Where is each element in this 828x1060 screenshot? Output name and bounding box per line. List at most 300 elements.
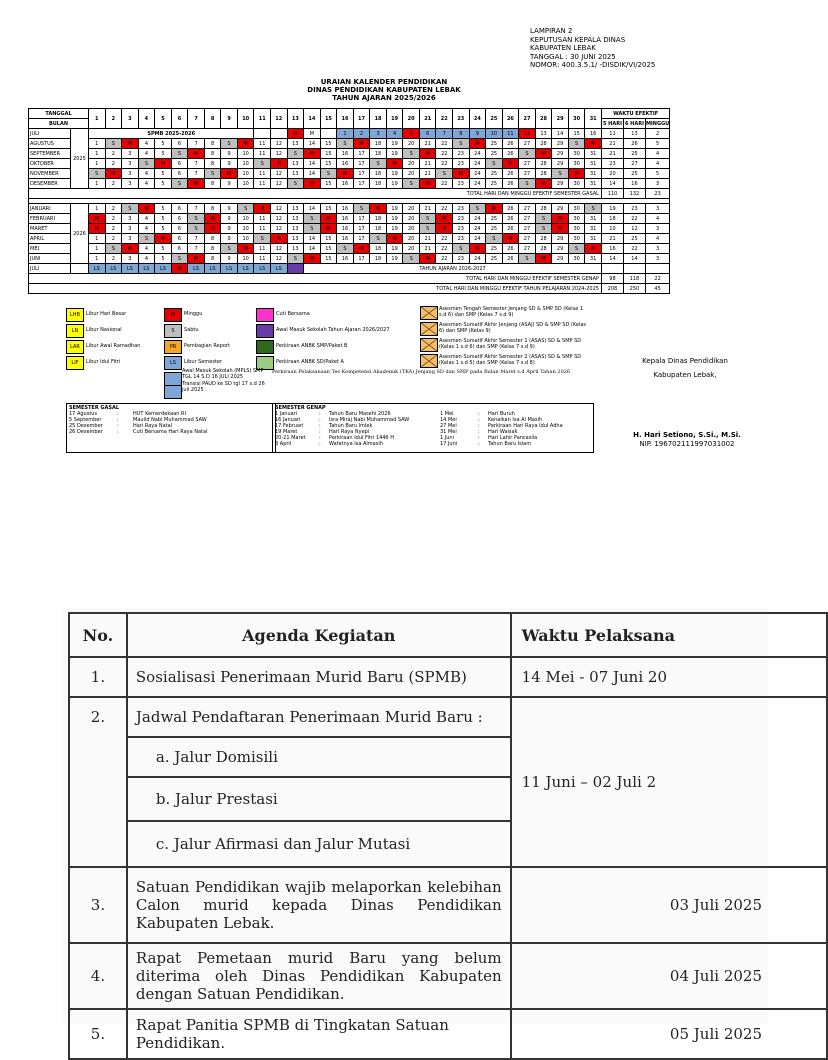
day-cell: S: [188, 224, 205, 234]
holiday-date: 27 Mei: [440, 423, 457, 429]
legend-swatch: LN: [66, 324, 84, 338]
day-cell: 1: [89, 159, 106, 169]
day-cell: 24: [469, 179, 486, 189]
day-number-header: 24: [469, 109, 486, 129]
day-cell: 19: [386, 254, 403, 264]
day-cell: 22: [436, 254, 453, 264]
day-cell: 23: [453, 179, 470, 189]
day-cell: 12: [271, 149, 288, 159]
semester-gasal-title: SEMESTER GASAL: [69, 405, 120, 411]
day-cell: 5: [155, 169, 172, 179]
signature-title: [620, 357, 750, 380]
holiday-date: 26 Desember: [69, 429, 103, 435]
day-cell: 3: [122, 179, 139, 189]
holiday-desc: Isra Miraj Nabi Muhammad SAW: [329, 417, 410, 423]
holiday-desc: Hari Raya Nyepi: [329, 429, 370, 435]
day-number-header: 14: [304, 109, 321, 129]
holiday-date: 14 Mei: [440, 417, 457, 423]
day-cell: 9: [221, 234, 238, 244]
day-cell: 3: [122, 234, 139, 244]
day-cell: 6: [171, 224, 188, 234]
day-cell: M: [370, 204, 387, 214]
day-cell: M: [353, 139, 370, 149]
total-genap-5: 98: [601, 274, 623, 284]
day-cell: 16: [337, 224, 354, 234]
day-cell: 17: [353, 169, 370, 179]
day-cell: M: [320, 224, 337, 234]
day-cell: M: [105, 169, 122, 179]
day-cell: S: [138, 159, 155, 169]
holiday-date: 25 Desember: [69, 423, 103, 429]
agenda-col-agenda: Agenda Kegiatan: [127, 613, 511, 657]
day-cell: 7: [436, 129, 453, 139]
table-row: [69, 657, 827, 697]
day-cell: 27: [519, 204, 536, 214]
day-number-header: 1: [89, 109, 106, 129]
day-cell: 15: [320, 244, 337, 254]
day-cell: [287, 264, 304, 274]
day-cell: S: [403, 254, 420, 264]
legend-label: Libur Semester: [184, 359, 223, 365]
day-number-header: 30: [568, 109, 585, 129]
day-cell: S: [337, 244, 354, 254]
day-cell: S: [403, 179, 420, 189]
effective-6-days: 22: [623, 214, 645, 224]
table-row: [69, 697, 827, 737]
effective-5-days: 21: [601, 149, 623, 159]
day-number-header: 5: [155, 109, 172, 129]
day-cell: S: [353, 204, 370, 214]
effective-6-days: 25: [623, 149, 645, 159]
day-cell: M: [271, 234, 288, 244]
day-cell: 2: [105, 214, 122, 224]
day-cell: M: [204, 214, 221, 224]
day-cell: M: [552, 214, 569, 224]
legend-label: Transisi PAUD ke SD tgl 17 s.d 26 juli 2025: [182, 381, 265, 393]
table-row: [69, 1009, 827, 1059]
holiday-row: [440, 441, 585, 447]
day-cell: LS: [105, 264, 122, 274]
legend-label: Cuti Bersama: [276, 311, 310, 317]
day-cell: M: [304, 129, 321, 139]
day-cell: 5: [155, 244, 172, 254]
day-cell: 5: [155, 254, 172, 264]
day-cell: 13: [287, 169, 304, 179]
day-cell: 4: [138, 254, 155, 264]
effective-weeks: 3: [645, 224, 669, 234]
day-cell: 31: [585, 224, 602, 234]
day-cell: 25: [486, 214, 503, 224]
calendar-month-row: [29, 129, 670, 139]
day-cell: S: [287, 149, 304, 159]
day-cell: 2: [105, 149, 122, 159]
holiday-row: [275, 441, 440, 447]
day-number-header: 11: [254, 109, 271, 129]
day-cell: 5: [155, 214, 172, 224]
tka-note: Perkiraan Pelaksanaan Tes Kompetensi Akademik (TKA) Jenjang SD dan SMP pada Bulan Maret s.d April Tahun 2026: [272, 369, 571, 375]
day-cell: LS: [188, 264, 205, 274]
month-name: MEI: [29, 244, 71, 254]
day-cell: 31: [585, 179, 602, 189]
day-cell: 26: [502, 214, 519, 224]
day-cell: 10: [237, 234, 254, 244]
holiday-desc: Wafatnya Isa Almasih: [329, 441, 383, 447]
day-number-header: 13: [287, 109, 304, 129]
calendar-month-row: [29, 179, 670, 189]
day-cell: 14: [552, 129, 569, 139]
day-cell: 24: [469, 169, 486, 179]
day-cell: 26: [502, 179, 519, 189]
holiday-sep: :: [319, 435, 321, 441]
day-cell: 8: [204, 149, 221, 159]
calendar-month-row: [29, 224, 670, 234]
day-cell: S: [535, 224, 552, 234]
day-cell: 3: [122, 169, 139, 179]
day-cell: 16: [337, 214, 354, 224]
day-cell: 11: [254, 254, 271, 264]
day-cell: 29: [552, 234, 569, 244]
day-number-header: 29: [552, 109, 569, 129]
month-name: SEPTEMBER: [29, 149, 71, 159]
day-cell: LS: [122, 264, 139, 274]
day-cell: S: [453, 139, 470, 149]
day-cell: [320, 129, 337, 139]
day-cell: S: [552, 169, 569, 179]
day-cell: 28: [535, 244, 552, 254]
day-cell: 9: [221, 214, 238, 224]
day-cell: 16: [337, 149, 354, 159]
day-cell: S: [105, 139, 122, 149]
total-gasal-6: 132: [623, 189, 645, 199]
day-cell: 26: [502, 254, 519, 264]
day-cell: 1: [89, 254, 106, 264]
year-cell: 2026: [71, 204, 89, 264]
legend-swatch: [420, 338, 438, 352]
day-cell: 4: [138, 214, 155, 224]
day-cell: 4: [138, 244, 155, 254]
day-cell: 21: [419, 204, 436, 214]
day-cell: [271, 129, 288, 139]
cross-icon: [421, 323, 437, 335]
day-cell: 7: [188, 234, 205, 244]
day-cell: 30: [568, 204, 585, 214]
holiday-sep: :: [478, 423, 480, 429]
day-cell: 22: [436, 204, 453, 214]
legend-label: Libur Awal Ramadhan: [86, 343, 141, 349]
day-cell: 28: [535, 159, 552, 169]
holiday-date: 16 Januari: [275, 417, 301, 423]
day-cell: 10: [237, 169, 254, 179]
agenda-no: 2.: [69, 697, 127, 867]
day-cell: 26: [502, 204, 519, 214]
day-cell: 9: [221, 254, 238, 264]
day-cell: 2: [353, 129, 370, 139]
legend-label: Asesmen Sumatif Akhir Semester 1 (ASAS) SD & SMP SD (Kelas 1 s.d 6) dan SMP (Kelas 7 s.d 9): [439, 338, 582, 350]
day-cell: S: [204, 169, 221, 179]
day-cell: M: [188, 149, 205, 159]
day-cell: 12: [271, 214, 288, 224]
day-number-header: 28: [535, 109, 552, 129]
day-cell: 28: [535, 204, 552, 214]
day-cell: 6: [171, 244, 188, 254]
day-cell: 27: [519, 244, 536, 254]
day-number-header: 12: [271, 109, 288, 129]
day-cell: S: [419, 224, 436, 234]
legend-label: Perkiraan ANBK SMP/Paket B: [276, 343, 348, 349]
effective-weeks: 5: [645, 139, 669, 149]
total-gasal-m: 23: [645, 189, 669, 199]
agenda-subitem: c. Jalur Afirmasi dan Jalur Mutasi: [127, 821, 511, 867]
day-cell: 28: [535, 234, 552, 244]
day-cell: 13: [287, 224, 304, 234]
day-cell: 16: [337, 254, 354, 264]
legend-label: Libur Hari Besar: [86, 311, 127, 317]
holiday-desc: HUT Kemerdekaan RI: [133, 411, 186, 417]
holiday-sep: :: [478, 435, 480, 441]
day-cell: M: [122, 244, 139, 254]
day-cell: M: [469, 244, 486, 254]
day-cell: S: [320, 169, 337, 179]
effective-5-days: 14: [601, 179, 623, 189]
holiday-date: 3 April: [275, 441, 292, 447]
cross-icon: [421, 339, 437, 351]
header-bulan: BULAN: [29, 119, 89, 129]
day-cell: 10: [237, 159, 254, 169]
day-cell: 25: [486, 139, 503, 149]
signature-nip: NIP. 196702111997031002: [639, 440, 735, 448]
legend-label: Sabtu: [184, 327, 199, 333]
day-cell: 15: [320, 254, 337, 264]
day-cell: LS: [204, 264, 221, 274]
day-cell: 19: [386, 179, 403, 189]
effective-5-days: 23: [601, 159, 623, 169]
day-cell: 23: [453, 234, 470, 244]
day-cell: S: [436, 169, 453, 179]
effective-6-days: 16: [623, 179, 645, 189]
effective-5-days: [601, 264, 623, 274]
day-cell: S: [254, 159, 271, 169]
holiday-desc: Cuti Bersama Hari Raya Natal: [133, 429, 208, 435]
day-cell: 26: [502, 139, 519, 149]
holiday-date: 17 Februari: [275, 423, 304, 429]
day-cell: 10: [237, 214, 254, 224]
day-cell: M: [188, 254, 205, 264]
day-cell: 7: [188, 244, 205, 254]
day-cell: 26: [502, 149, 519, 159]
day-cell: 5: [155, 139, 172, 149]
effective-6-days: 27: [623, 159, 645, 169]
day-cell: 8: [204, 204, 221, 214]
day-cell: 16: [337, 159, 354, 169]
day-cell: M: [171, 264, 188, 274]
day-cell: S: [237, 204, 254, 214]
legend-swatch: M: [164, 308, 182, 322]
day-cell: 3: [122, 214, 139, 224]
day-cell: M: [287, 129, 304, 139]
signature-name: H. Hari Setiono, S.Si., M.Si.: [633, 431, 741, 439]
day-cell: 15: [568, 129, 585, 139]
day-cell: 4: [138, 149, 155, 159]
holiday-sep: :: [319, 411, 321, 417]
agenda-time: 14 Mei - 07 Juni 20: [511, 657, 827, 697]
day-cell: 25: [486, 179, 503, 189]
day-cell: M: [304, 179, 321, 189]
legend-label: Awal Masuk Sekolah (MPLS) SMP TGL 14 S.D 16 JULI 2025: [182, 368, 264, 380]
day-cell: 6: [171, 139, 188, 149]
legend-swatch: LAR: [66, 340, 84, 354]
day-cell: 29: [552, 149, 569, 159]
table-row: [69, 943, 827, 1009]
day-cell: 27: [519, 159, 536, 169]
day-cell: 3: [370, 129, 387, 139]
effective-6-days: 25: [623, 234, 645, 244]
day-cell: M: [188, 179, 205, 189]
header-line: KEPUTUSAN KEPALA DINAS: [530, 35, 626, 44]
header-waktu-efektif: WAKTU EFEKTIF: [601, 109, 669, 119]
legend-label: Asesmen Sumatif Akhir Jenjang (ASAJ) SD & SMP SD (Kelas 6) dan SMP (Kelas 9): [439, 322, 587, 334]
holiday-sep: :: [319, 441, 321, 447]
day-cell: 4: [138, 169, 155, 179]
title-line-1: URAIAN KALENDER PENDIDIKAN: [320, 78, 448, 86]
agenda-no: 5.: [69, 1009, 127, 1059]
day-cell: 19: [386, 169, 403, 179]
day-cell: 25: [486, 169, 503, 179]
total-all-5: 208: [601, 284, 623, 294]
day-cell: 30: [568, 214, 585, 224]
agenda-table: [68, 612, 828, 1060]
holiday-desc: Hari Buruh: [488, 411, 515, 417]
day-cell: 5: [155, 224, 172, 234]
effective-weeks: 5: [645, 169, 669, 179]
day-cell: 30: [568, 224, 585, 234]
day-cell: 21: [419, 244, 436, 254]
effective-weeks: 4: [645, 214, 669, 224]
day-cell: S: [287, 179, 304, 189]
day-cell: 9: [221, 204, 238, 214]
calendar-title: [0, 78, 768, 102]
day-cell: S: [221, 139, 238, 149]
effective-weeks: 3: [645, 244, 669, 254]
day-cell: 7: [188, 169, 205, 179]
day-cell: 17: [353, 159, 370, 169]
day-cell: 11: [254, 139, 271, 149]
holiday-desc: Tahun Baru Imlek: [329, 423, 373, 429]
day-cell: 30: [568, 254, 585, 264]
day-cell: 20: [403, 139, 420, 149]
day-cell: 24: [469, 254, 486, 264]
day-cell: 24: [469, 159, 486, 169]
holiday-row: [69, 429, 273, 435]
effective-weeks: 2: [645, 129, 669, 139]
day-cell: 2: [105, 234, 122, 244]
day-cell: 30: [568, 234, 585, 244]
day-cell: 11: [254, 179, 271, 189]
agenda-no: 1.: [69, 657, 127, 697]
day-cell: 10: [237, 254, 254, 264]
day-cell: M: [155, 234, 172, 244]
day-cell: 9: [221, 149, 238, 159]
effective-6-days: 13: [623, 129, 645, 139]
day-cell: M: [386, 159, 403, 169]
day-cell: 6: [171, 214, 188, 224]
agenda-no: 4.: [69, 943, 127, 1009]
day-cell: 21: [419, 234, 436, 244]
day-cell: 17: [353, 214, 370, 224]
month-name: JULI: [29, 129, 71, 139]
legend-label: Awal Masuk Sekolah Tahun Ajaran 2026/2027: [276, 327, 390, 333]
day-cell: 29: [552, 159, 569, 169]
total-genap-label: TOTAL HARI DAN MINGGU EFEKTIF SEMESTER GENAP: [29, 274, 602, 284]
holiday-desc: Hari Lahir Pancasila: [488, 435, 538, 441]
day-cell: 29: [552, 254, 569, 264]
day-cell: M: [419, 149, 436, 159]
day-cell: 29: [552, 139, 569, 149]
total-gasal-5: 110: [601, 189, 623, 199]
holiday-desc: Hari Waisak: [488, 429, 518, 435]
effective-6-days: 12: [623, 224, 645, 234]
day-cell: 6: [171, 204, 188, 214]
day-cell: 25: [486, 244, 503, 254]
legend-swatch: LIF: [66, 356, 84, 370]
day-cell: 23: [453, 204, 470, 214]
day-cell: 22: [436, 159, 453, 169]
year-cell: 2025: [71, 129, 89, 189]
day-cell: 6: [419, 129, 436, 139]
day-cell: 8: [204, 179, 221, 189]
effective-5-days: 14: [601, 254, 623, 264]
day-cell: 11: [254, 149, 271, 159]
day-cell: S: [138, 234, 155, 244]
effective-weeks: 3: [645, 179, 669, 189]
holiday-sep: :: [319, 429, 321, 435]
day-number-header: 8: [204, 109, 221, 129]
day-number-header: 17: [353, 109, 370, 129]
day-cell: M: [585, 244, 602, 254]
day-cell: 13: [287, 139, 304, 149]
next-year-label: TAHUN AJARAN 2026-2027: [304, 264, 602, 274]
day-cell: 12: [271, 244, 288, 254]
holiday-date: 5 September: [69, 417, 102, 423]
day-cell: 29: [552, 204, 569, 214]
day-cell: 8: [204, 254, 221, 264]
day-cell: 23: [453, 224, 470, 234]
day-cell: 14: [304, 159, 321, 169]
holiday-sep: :: [117, 423, 119, 429]
total-gasal-row: [29, 189, 670, 199]
day-cell: 4: [386, 129, 403, 139]
day-cell: 13: [287, 214, 304, 224]
effective-weeks: 4: [645, 234, 669, 244]
agenda-subitem: a. Jalur Domisili: [127, 737, 511, 777]
day-cell: 9: [221, 179, 238, 189]
day-cell: 18: [370, 254, 387, 264]
day-cell: 5: [155, 149, 172, 159]
holiday-desc: Perkiraan Hari Raya Idul Adha: [488, 423, 563, 429]
effective-5-days: 21: [601, 139, 623, 149]
day-cell: S: [469, 204, 486, 214]
day-cell: 18: [370, 179, 387, 189]
day-cell: S: [221, 244, 238, 254]
month-name: MARET: [29, 224, 71, 234]
day-cell: 1: [89, 234, 106, 244]
calendar-month-row: [29, 149, 670, 159]
spmb-label: SPMB 2025-2026: [89, 129, 254, 139]
day-cell: S: [403, 149, 420, 159]
day-cell: 7: [188, 139, 205, 149]
day-cell: S: [89, 169, 106, 179]
day-cell: LS: [271, 264, 288, 274]
month-name: DESEMBER: [29, 179, 71, 189]
